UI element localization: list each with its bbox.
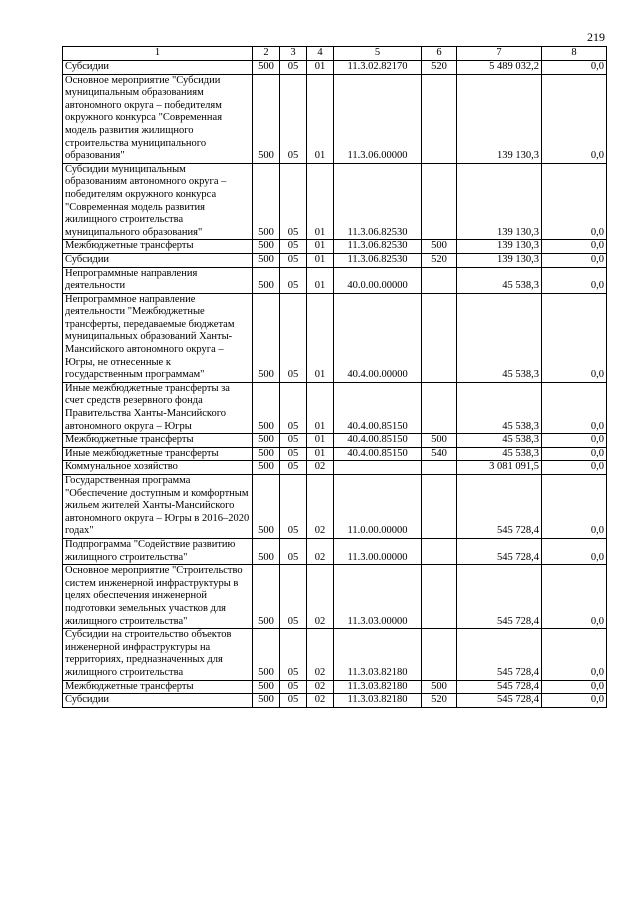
row-name: Подпрограмма "Содействие развитию жилищного строительства" [63,538,253,564]
row-col-8: 0,0 [542,461,607,475]
row-col-6 [422,74,457,163]
row-col-8: 0,0 [542,267,607,293]
row-col-8: 0,0 [542,694,607,708]
row-name: Межбюджетные трансферты [63,240,253,254]
row-col-4: 02 [307,475,334,539]
row-name: Иные межбюджетные трансферты [63,447,253,461]
row-col-5: 11.3.06.82530 [334,253,422,267]
row-name: Основное мероприятие "Субсидии муниципальным образованиям автономного округа – победителям окружного конкурса "Современная модель развития жилищного строительства муниципального образования" [63,74,253,163]
row-col-4: 02 [307,629,334,680]
row-col-6: 540 [422,447,457,461]
row-col-6 [422,461,457,475]
row-col-3: 05 [280,74,307,163]
row-name: Коммунальное хозяйство [63,461,253,475]
row-col-4: 01 [307,382,334,433]
row-col-6 [422,293,457,382]
header-col-4: 4 [307,47,334,61]
row-col-7: 45 538,3 [457,267,542,293]
header-col-1: 1 [63,47,253,61]
row-col-3: 05 [280,382,307,433]
row-name: Межбюджетные трансферты [63,680,253,694]
row-name: Непрограммные направления деятельности [63,267,253,293]
row-name: Субсидии [63,253,253,267]
header-col-7: 7 [457,47,542,61]
row-col-5: 11.3.03.82180 [334,629,422,680]
row-col-8: 0,0 [542,565,607,629]
row-col-8: 0,0 [542,293,607,382]
row-col-5: 11.3.06.82530 [334,163,422,240]
row-col-3: 05 [280,240,307,254]
row-col-5: 11.0.00.00000 [334,475,422,539]
row-col-6: 500 [422,434,457,448]
row-col-5: 11.3.03.82180 [334,680,422,694]
row-col-8: 0,0 [542,240,607,254]
row-col-2: 500 [253,293,280,382]
row-name: Субсидии [63,61,253,75]
row-col-2: 500 [253,447,280,461]
row-col-7: 545 728,4 [457,629,542,680]
row-col-2: 500 [253,253,280,267]
row-col-8: 0,0 [542,538,607,564]
row-col-3: 05 [280,293,307,382]
row-col-8: 0,0 [542,163,607,240]
row-col-6: 520 [422,694,457,708]
table-row [63,434,607,448]
row-col-6: 520 [422,61,457,75]
row-col-7: 139 130,3 [457,74,542,163]
row-col-8: 0,0 [542,447,607,461]
row-col-6 [422,267,457,293]
table-body [63,61,607,708]
row-col-2: 500 [253,461,280,475]
row-col-2: 500 [253,629,280,680]
row-col-3: 05 [280,461,307,475]
row-col-2: 500 [253,240,280,254]
row-col-8: 0,0 [542,680,607,694]
header-col-5: 5 [334,47,422,61]
row-name: Субсидии муниципальным образованиям автономного округа – победителям окружного конкурса "Современная модель развития жилищного строительства муниципального образования" [63,163,253,240]
row-col-8: 0,0 [542,629,607,680]
budget-table [62,46,607,708]
row-col-5: 11.3.02.82170 [334,61,422,75]
row-col-3: 05 [280,163,307,240]
row-col-4: 02 [307,565,334,629]
row-col-5: 11.3.00.00000 [334,538,422,564]
header-col-2: 2 [253,47,280,61]
table-row [63,293,607,382]
row-col-5: 40.4.00.00000 [334,293,422,382]
row-col-4: 02 [307,680,334,694]
row-col-3: 05 [280,61,307,75]
row-col-3: 05 [280,434,307,448]
header-col-6: 6 [422,47,457,61]
row-col-6 [422,565,457,629]
row-col-4: 01 [307,253,334,267]
row-col-5: 11.3.06.82530 [334,240,422,254]
row-col-2: 500 [253,538,280,564]
row-col-6: 520 [422,253,457,267]
row-col-6: 500 [422,680,457,694]
row-col-2: 500 [253,61,280,75]
table-row [63,629,607,680]
row-col-6 [422,629,457,680]
row-col-5: 11.3.06.00000 [334,74,422,163]
row-col-4: 02 [307,538,334,564]
row-col-3: 05 [280,447,307,461]
table-row [63,382,607,433]
row-col-2: 500 [253,382,280,433]
row-col-7: 545 728,4 [457,565,542,629]
row-col-4: 01 [307,447,334,461]
row-col-8: 0,0 [542,253,607,267]
row-col-3: 05 [280,680,307,694]
row-col-7: 139 130,3 [457,240,542,254]
row-col-7: 3 081 091,5 [457,461,542,475]
row-col-2: 500 [253,694,280,708]
row-col-8: 0,0 [542,382,607,433]
row-name: Непрограммное направление деятельности "Межбюджетные трансферты, передаваемые бюджетам муниципальных образований Ханты-Мансийского автономного округа – Югры, не отнесенные к государственным программам" [63,293,253,382]
row-col-7: 545 728,4 [457,694,542,708]
table-row [63,240,607,254]
row-col-4: 01 [307,240,334,254]
row-name: Субсидии [63,694,253,708]
row-col-3: 05 [280,267,307,293]
row-col-3: 05 [280,538,307,564]
table-row [63,680,607,694]
row-col-6: 500 [422,240,457,254]
table-row [63,267,607,293]
row-col-7: 545 728,4 [457,475,542,539]
row-col-5: 11.3.03.00000 [334,565,422,629]
table-row [63,74,607,163]
row-col-5: 40.4.00.85150 [334,447,422,461]
row-col-8: 0,0 [542,434,607,448]
row-col-2: 500 [253,565,280,629]
row-col-2: 500 [253,680,280,694]
table-row [63,253,607,267]
row-col-3: 05 [280,475,307,539]
row-col-2: 500 [253,163,280,240]
table-row [63,447,607,461]
row-col-7: 5 489 032,2 [457,61,542,75]
row-name: Государственная программа "Обеспечение доступным и комфортным жильем жителей Ханты-Мансийского автономного округа – Югры в 2016–2020 годах" [63,475,253,539]
row-col-7: 45 538,3 [457,447,542,461]
row-col-7: 545 728,4 [457,538,542,564]
row-name: Межбюджетные трансферты [63,434,253,448]
row-name: Основное мероприятие "Строительство систем инженерной инфраструктуры в целях обеспечения инженерной подготовки земельных участков для жилищного строительства" [63,565,253,629]
table-row [63,565,607,629]
row-col-8: 0,0 [542,74,607,163]
table-row [63,475,607,539]
row-col-5: 11.3.03.82180 [334,694,422,708]
row-col-7: 139 130,3 [457,163,542,240]
row-col-3: 05 [280,565,307,629]
table-row [63,163,607,240]
row-col-3: 05 [280,694,307,708]
row-col-2: 500 [253,74,280,163]
row-col-6 [422,382,457,433]
row-col-3: 05 [280,629,307,680]
table-row [63,461,607,475]
row-col-7: 45 538,3 [457,382,542,433]
row-col-4: 02 [307,461,334,475]
row-col-3: 05 [280,253,307,267]
row-col-8: 0,0 [542,61,607,75]
row-col-6 [422,475,457,539]
row-name: Субсидии на строительство объектов инженерной инфраструктуры на территориях, предназначенных для жилищного строительства [63,629,253,680]
row-col-5: 40.4.00.85150 [334,382,422,433]
row-col-5: 40.4.00.85150 [334,434,422,448]
header-col-8: 8 [542,47,607,61]
row-col-4: 01 [307,74,334,163]
row-col-2: 500 [253,475,280,539]
header-col-3: 3 [280,47,307,61]
row-col-4: 01 [307,434,334,448]
row-col-6 [422,538,457,564]
row-col-6 [422,163,457,240]
row-col-5: 40.0.00.00000 [334,267,422,293]
table-row [63,61,607,75]
row-col-5 [334,461,422,475]
page-number: 219 [587,30,605,44]
row-col-7: 45 538,3 [457,293,542,382]
row-col-2: 500 [253,434,280,448]
row-col-4: 01 [307,163,334,240]
table-row [63,538,607,564]
row-col-8: 0,0 [542,475,607,539]
row-col-4: 01 [307,61,334,75]
row-col-7: 139 130,3 [457,253,542,267]
row-name: Иные межбюджетные трансферты за счет средств резервного фонда Правительства Ханты-Мансийского автономного округа – Югры [63,382,253,433]
row-col-4: 01 [307,267,334,293]
table-row [63,694,607,708]
row-col-4: 02 [307,694,334,708]
row-col-7: 45 538,3 [457,434,542,448]
row-col-4: 01 [307,293,334,382]
header-row [63,47,607,61]
row-col-2: 500 [253,267,280,293]
row-col-7: 545 728,4 [457,680,542,694]
